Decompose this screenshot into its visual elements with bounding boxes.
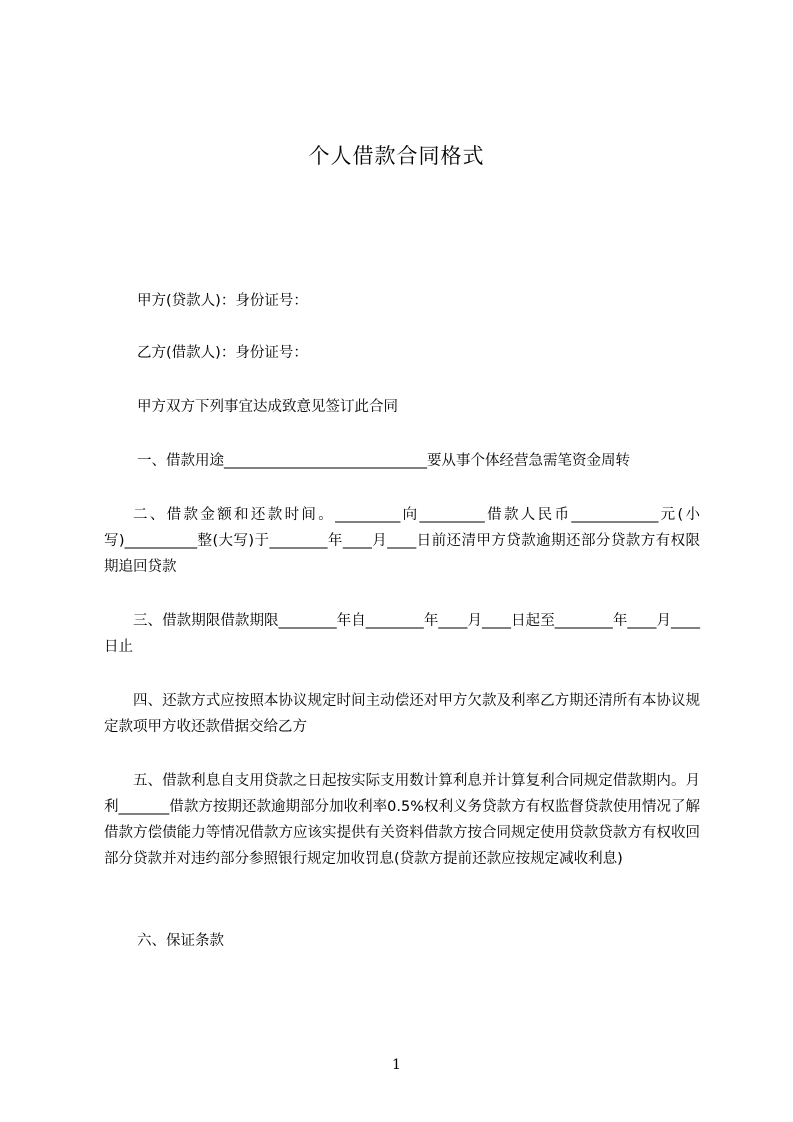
- clause-3: 三、借款期限借款期限________年自________年____月____日起至________年____月____日止: [104, 613, 700, 655]
- clause-2: 二、借款金额和还款时间。_________向_________借款人民币____________元(小写)__________整(大写)于________年____月____日前还清甲方贷款逾期还部分贷款方有权限期追回贷款: [104, 507, 700, 575]
- page-number: 1: [392, 1057, 401, 1073]
- clause-6: 六、保证条款: [137, 933, 224, 949]
- intro-line: 甲方双方下列事宜达成致意见签订此合同: [137, 399, 398, 415]
- clause-1: 一、借款用途____________________________要从事个体经营急需笔资金周转: [137, 453, 630, 469]
- clause-5: 五、借款利息自支用贷款之日起按实际支用数计算利息并计算复利合同规定借款期内。月利_______借款方按期还款逾期部分加收利率0.5%权利义务贷款方有权监督贷款使用情况了解借款方偿债能力等情况借款方应该实提供有关资料借款方按合同规定使用贷款贷款方有权收回部分贷款并对违约部分参照银行规定加收罚息(贷款方提前还款应按规定减收利息): [104, 773, 700, 867]
- document-title: 个人借款合同格式: [308, 144, 485, 168]
- lender-line: 甲方(贷款人)：身份证号：: [137, 293, 308, 309]
- clause-4: 四、还款方式应按照本协议规定时间主动偿还对甲方欠款及利率乙方期还清所有本协议规定款项甲方收还款借据交给乙方: [104, 693, 700, 735]
- borrower-line: 乙方(借款人)：身份证号：: [137, 345, 308, 361]
